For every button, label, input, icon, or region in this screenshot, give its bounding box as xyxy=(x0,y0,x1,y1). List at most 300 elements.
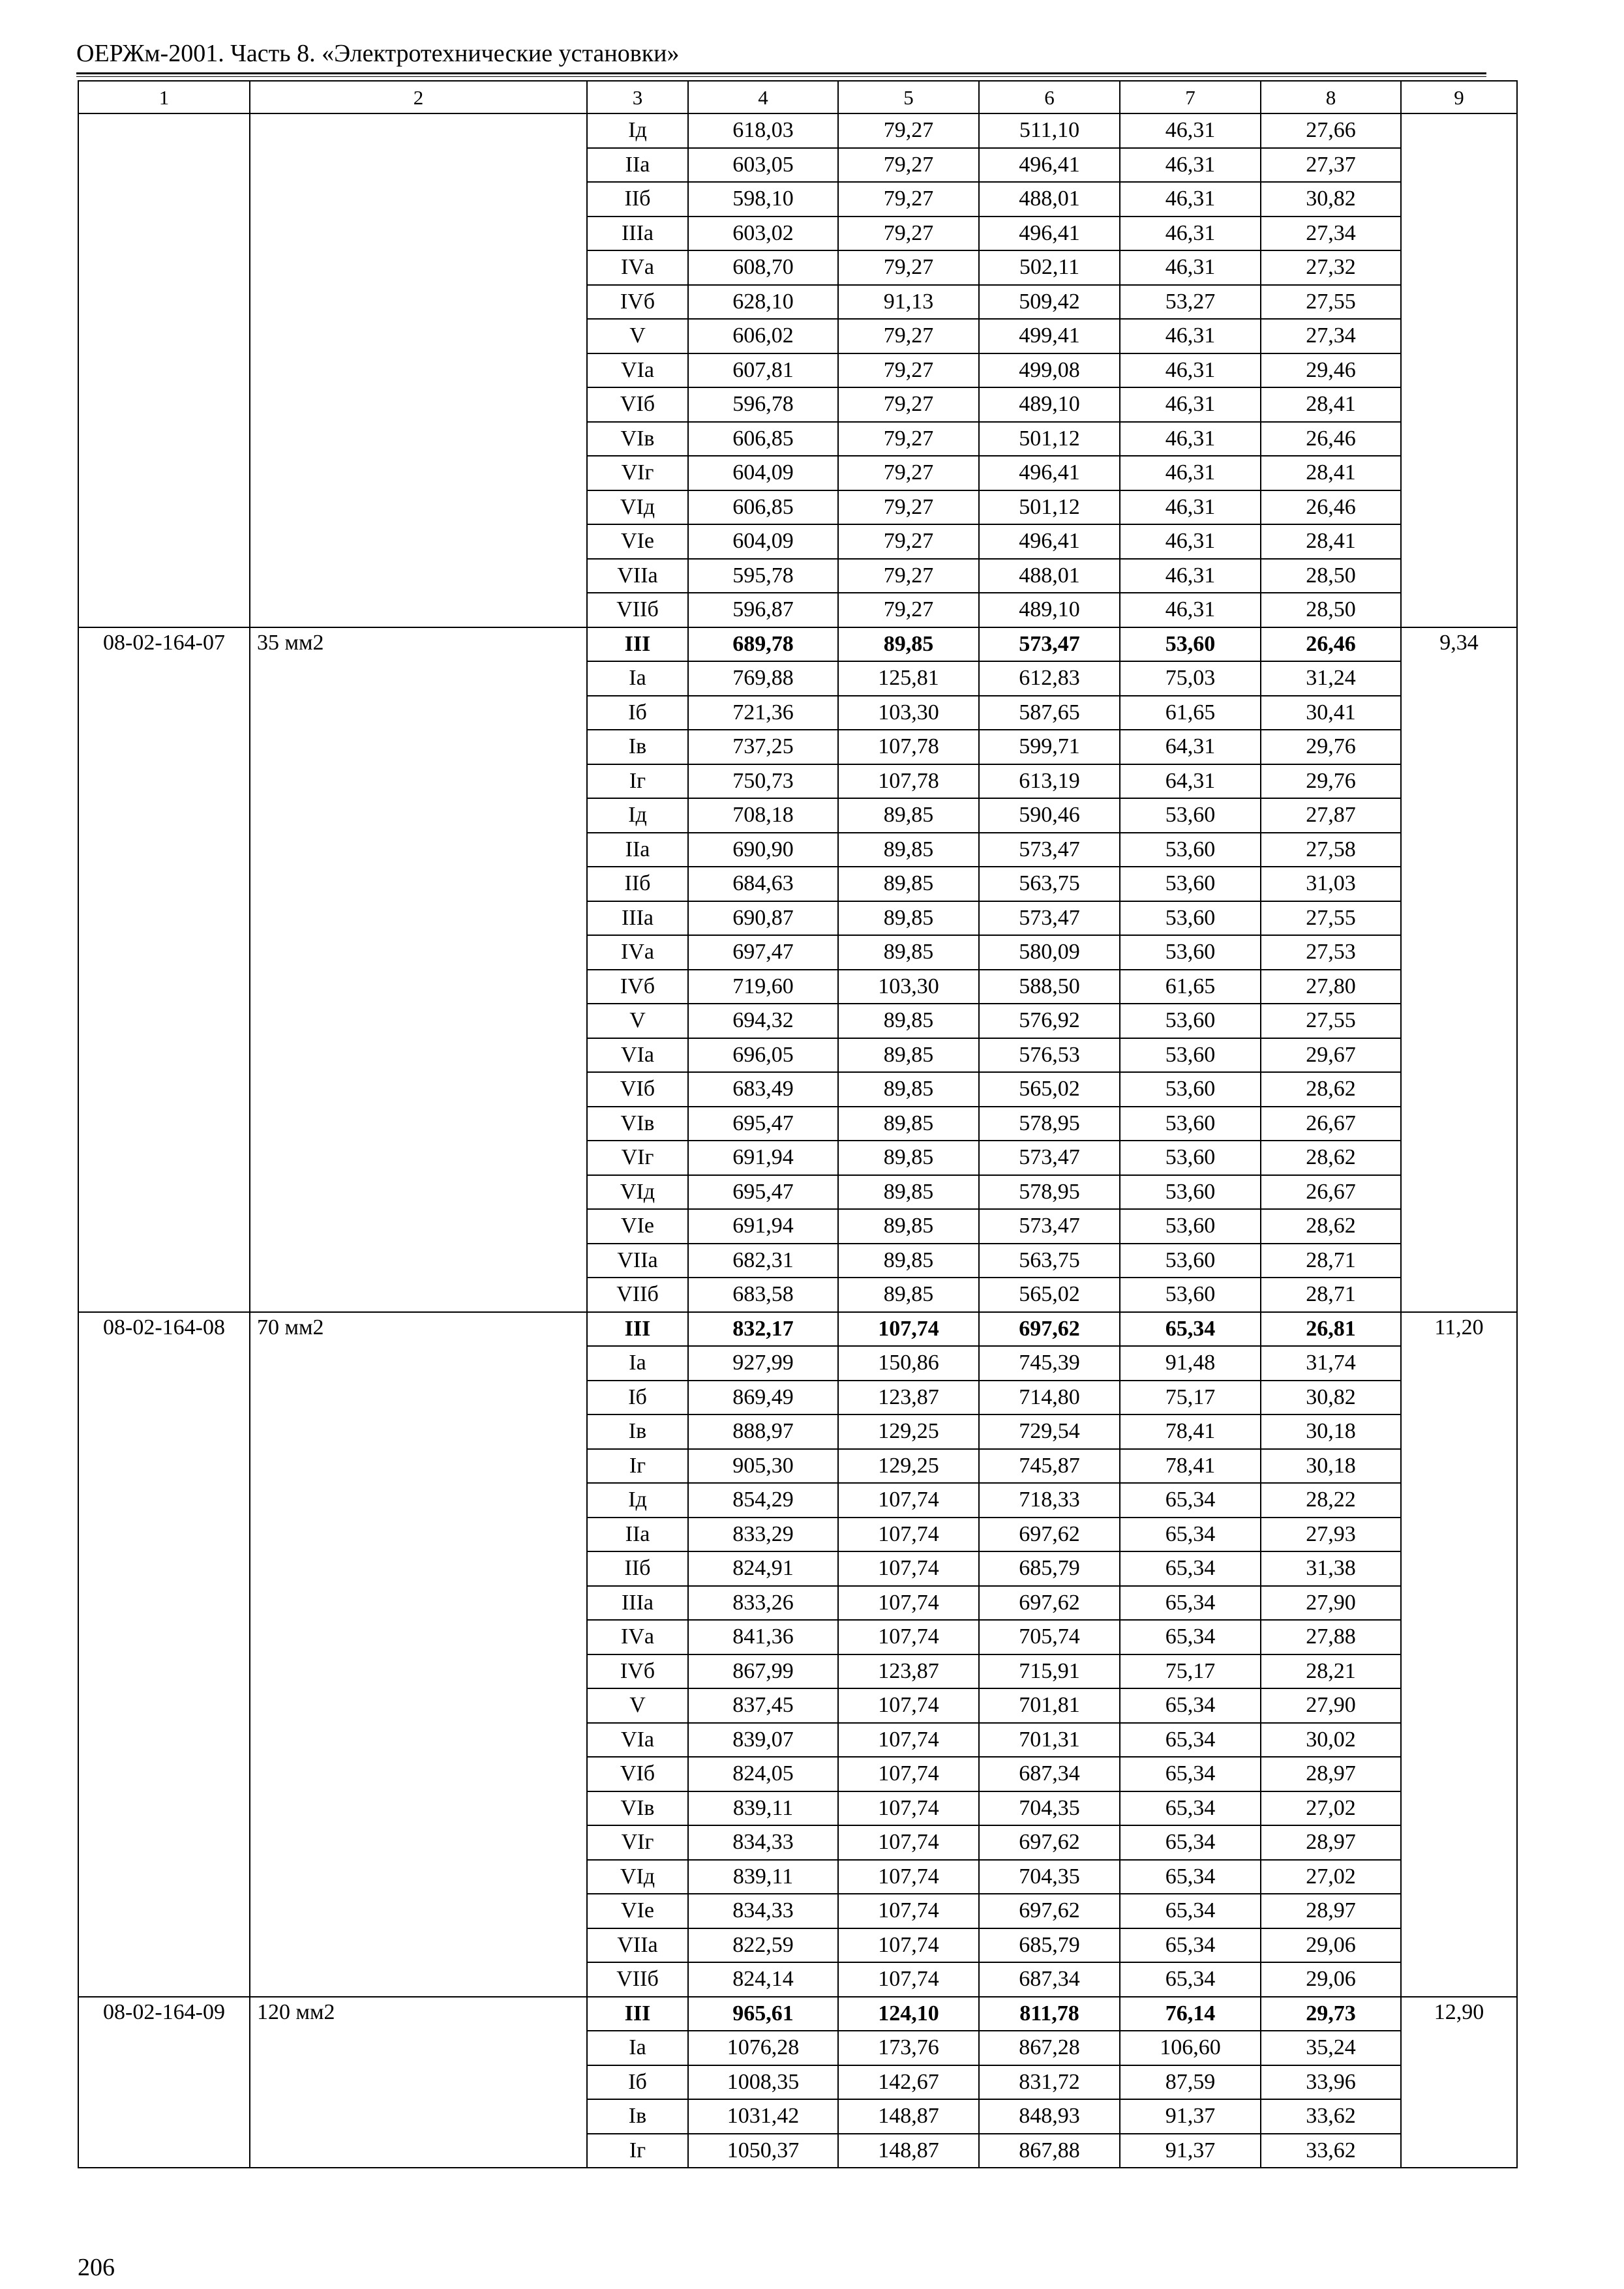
zone-cell: VIб xyxy=(587,1072,688,1107)
table-row xyxy=(78,113,1517,148)
total-cost-cell: 965,61 xyxy=(688,1997,838,2031)
machine-cost-cell: 573,47 xyxy=(979,833,1120,867)
materials-cell: 29,46 xyxy=(1261,353,1401,388)
machine-cost-cell: 580,09 xyxy=(979,935,1120,970)
wages-cell: 107,74 xyxy=(838,1894,979,1928)
total-cost-cell: 750,73 xyxy=(688,764,838,799)
zone-cell: VIв xyxy=(587,1107,688,1141)
wages-cell: 124,10 xyxy=(838,1997,979,2031)
zone-cell: Iг xyxy=(587,764,688,799)
materials-cell: 29,76 xyxy=(1261,764,1401,799)
zone-cell: IVб xyxy=(587,970,688,1004)
total-cost-cell: 695,47 xyxy=(688,1107,838,1141)
total-cost-cell: 596,87 xyxy=(688,593,838,627)
zone-cell: VIа xyxy=(587,1723,688,1758)
machine-cost-cell: 496,41 xyxy=(979,456,1120,490)
machinist-wages-cell: 65,34 xyxy=(1120,1518,1261,1552)
machinist-wages-cell: 87,59 xyxy=(1120,2065,1261,2100)
item-code xyxy=(78,113,250,627)
wages-cell: 89,85 xyxy=(838,1038,979,1073)
item-code: 08-02-164-08 xyxy=(78,1312,250,1997)
machinist-wages-cell: 53,60 xyxy=(1120,798,1261,833)
zone-cell: Iв xyxy=(587,2099,688,2134)
wages-cell: 89,85 xyxy=(838,867,979,901)
column-number: 4 xyxy=(688,81,838,113)
zone-cell: Iд xyxy=(587,113,688,148)
machine-cost-cell: 489,10 xyxy=(979,387,1120,422)
wages-cell: 107,74 xyxy=(838,1928,979,1963)
total-cost-cell: 834,33 xyxy=(688,1825,838,1860)
materials-cell: 27,90 xyxy=(1261,1688,1401,1723)
machinist-wages-cell: 61,65 xyxy=(1120,970,1261,1004)
machinist-wages-cell: 53,60 xyxy=(1120,1141,1261,1175)
total-cost-cell: 690,87 xyxy=(688,901,838,936)
machinist-wages-cell: 53,60 xyxy=(1120,1072,1261,1107)
materials-cell: 26,81 xyxy=(1261,1312,1401,1347)
zone-cell: VIIа xyxy=(587,1928,688,1963)
zone-cell: VIг xyxy=(587,1825,688,1860)
materials-cell: 27,32 xyxy=(1261,250,1401,285)
total-cost-cell: 604,09 xyxy=(688,456,838,490)
total-cost-cell: 596,78 xyxy=(688,387,838,422)
machine-cost-cell: 565,02 xyxy=(979,1278,1120,1312)
total-cost-cell: 606,85 xyxy=(688,490,838,525)
total-cost-cell: 721,36 xyxy=(688,696,838,730)
zone-cell: IIб xyxy=(587,1551,688,1586)
total-cost-cell: 833,29 xyxy=(688,1518,838,1552)
machinist-wages-cell: 53,27 xyxy=(1120,285,1261,320)
zone-cell: IIа xyxy=(587,148,688,183)
machinist-wages-cell: 65,34 xyxy=(1120,1860,1261,1894)
machinist-wages-cell: 91,37 xyxy=(1120,2099,1261,2134)
zone-cell: IIIа xyxy=(587,1586,688,1621)
zone-cell: V xyxy=(587,1688,688,1723)
machinist-wages-cell: 65,34 xyxy=(1120,1620,1261,1654)
machinist-wages-cell: 75,03 xyxy=(1120,661,1261,696)
wages-cell: 107,74 xyxy=(838,1860,979,1894)
machinist-wages-cell: 46,31 xyxy=(1120,387,1261,422)
wages-cell: 103,30 xyxy=(838,696,979,730)
machinist-wages-cell: 65,34 xyxy=(1120,1586,1261,1621)
wages-cell: 107,74 xyxy=(838,1586,979,1621)
materials-cell: 28,50 xyxy=(1261,593,1401,627)
wages-cell: 89,85 xyxy=(838,1072,979,1107)
column-number: 2 xyxy=(250,81,587,113)
machinist-wages-cell: 65,34 xyxy=(1120,1312,1261,1347)
wages-cell: 173,76 xyxy=(838,2031,979,2065)
wages-cell: 123,87 xyxy=(838,1381,979,1415)
machine-cost-cell: 590,46 xyxy=(979,798,1120,833)
machinist-wages-cell: 65,34 xyxy=(1120,1894,1261,1928)
wages-cell: 123,87 xyxy=(838,1654,979,1689)
total-cost-cell: 608,70 xyxy=(688,250,838,285)
wages-cell: 107,74 xyxy=(838,1757,979,1791)
zone-cell: VIIа xyxy=(587,1244,688,1278)
total-cost-cell: 598,10 xyxy=(688,182,838,217)
wages-cell: 107,74 xyxy=(838,1825,979,1860)
machine-cost-cell: 496,41 xyxy=(979,524,1120,559)
rates-table xyxy=(78,80,1518,2168)
machinist-wages-cell: 61,65 xyxy=(1120,696,1261,730)
materials-cell: 27,66 xyxy=(1261,113,1401,148)
total-cost-cell: 695,47 xyxy=(688,1175,838,1210)
machine-cost-cell: 704,35 xyxy=(979,1860,1120,1894)
total-cost-cell: 603,05 xyxy=(688,148,838,183)
zone-cell: Iа xyxy=(587,661,688,696)
total-cost-cell: 841,36 xyxy=(688,1620,838,1654)
item-name: 70 мм2 xyxy=(250,1312,587,1997)
machinist-wages-cell: 53,60 xyxy=(1120,1038,1261,1073)
column-number: 5 xyxy=(838,81,979,113)
machine-cost-cell: 496,41 xyxy=(979,217,1120,251)
machinist-wages-cell: 65,34 xyxy=(1120,1825,1261,1860)
materials-cell: 27,55 xyxy=(1261,1004,1401,1038)
machinist-wages-cell: 75,17 xyxy=(1120,1654,1261,1689)
wages-cell: 107,74 xyxy=(838,1791,979,1826)
machinist-wages-cell: 46,31 xyxy=(1120,250,1261,285)
zone-cell: VIIб xyxy=(587,1278,688,1312)
total-cost-cell: 824,14 xyxy=(688,1962,838,1997)
column-number: 8 xyxy=(1261,81,1401,113)
machine-cost-cell: 563,75 xyxy=(979,1244,1120,1278)
header-rule-thin xyxy=(76,76,1486,77)
zone-cell: VIе xyxy=(587,1209,688,1244)
column-number-row xyxy=(78,81,1517,113)
column-number: 1 xyxy=(78,81,250,113)
total-cost-cell: 595,78 xyxy=(688,559,838,593)
total-cost-cell: 606,02 xyxy=(688,319,838,353)
materials-cell: 30,02 xyxy=(1261,1723,1401,1758)
wages-cell: 89,85 xyxy=(838,935,979,970)
machine-cost-cell: 587,65 xyxy=(979,696,1120,730)
machinist-wages-cell: 46,31 xyxy=(1120,148,1261,183)
materials-cell: 28,41 xyxy=(1261,524,1401,559)
labor-cost-cell: 9,34 xyxy=(1401,627,1517,1312)
materials-cell: 27,80 xyxy=(1261,970,1401,1004)
column-number: 3 xyxy=(587,81,688,113)
machine-cost-cell: 499,08 xyxy=(979,353,1120,388)
materials-cell: 28,97 xyxy=(1261,1894,1401,1928)
machinist-wages-cell: 46,31 xyxy=(1120,593,1261,627)
wages-cell: 91,13 xyxy=(838,285,979,320)
machine-cost-cell: 576,92 xyxy=(979,1004,1120,1038)
materials-cell: 28,62 xyxy=(1261,1072,1401,1107)
machine-cost-cell: 697,62 xyxy=(979,1518,1120,1552)
machine-cost-cell: 573,47 xyxy=(979,1141,1120,1175)
wages-cell: 107,74 xyxy=(838,1312,979,1347)
zone-cell: V xyxy=(587,1004,688,1038)
total-cost-cell: 683,49 xyxy=(688,1072,838,1107)
zone-cell: VIб xyxy=(587,387,688,422)
machinist-wages-cell: 78,41 xyxy=(1120,1414,1261,1449)
zone-cell: VIг xyxy=(587,456,688,490)
machinist-wages-cell: 53,60 xyxy=(1120,1278,1261,1312)
total-cost-cell: 905,30 xyxy=(688,1449,838,1484)
column-number: 7 xyxy=(1120,81,1261,113)
total-cost-cell: 690,90 xyxy=(688,833,838,867)
machinist-wages-cell: 65,34 xyxy=(1120,1757,1261,1791)
machinist-wages-cell: 65,34 xyxy=(1120,1723,1261,1758)
zone-cell: Iд xyxy=(587,1483,688,1518)
wages-cell: 79,27 xyxy=(838,148,979,183)
wages-cell: 129,25 xyxy=(838,1414,979,1449)
machine-cost-cell: 715,91 xyxy=(979,1654,1120,1689)
wages-cell: 89,85 xyxy=(838,901,979,936)
machine-cost-cell: 745,87 xyxy=(979,1449,1120,1484)
machine-cost-cell: 573,47 xyxy=(979,901,1120,936)
column-number: 6 xyxy=(979,81,1120,113)
machine-cost-cell: 489,10 xyxy=(979,593,1120,627)
total-cost-cell: 832,17 xyxy=(688,1312,838,1347)
machinist-wages-cell: 53,60 xyxy=(1120,1107,1261,1141)
labor-cost-cell: 12,90 xyxy=(1401,1997,1517,2168)
machine-cost-cell: 867,28 xyxy=(979,2031,1120,2065)
machine-cost-cell: 509,42 xyxy=(979,285,1120,320)
total-cost-cell: 737,25 xyxy=(688,730,838,764)
machinist-wages-cell: 64,31 xyxy=(1120,764,1261,799)
total-cost-cell: 867,99 xyxy=(688,1654,838,1689)
machinist-wages-cell: 76,14 xyxy=(1120,1997,1261,2031)
wages-cell: 89,85 xyxy=(838,1175,979,1210)
zone-cell: III xyxy=(587,627,688,662)
zone-cell: VIIб xyxy=(587,593,688,627)
zone-cell: III xyxy=(587,1312,688,1347)
wages-cell: 103,30 xyxy=(838,970,979,1004)
wages-cell: 89,85 xyxy=(838,833,979,867)
machine-cost-cell: 848,93 xyxy=(979,2099,1120,2134)
machine-cost-cell: 718,33 xyxy=(979,1483,1120,1518)
machinist-wages-cell: 53,60 xyxy=(1120,867,1261,901)
machinist-wages-cell: 65,34 xyxy=(1120,1483,1261,1518)
total-cost-cell: 628,10 xyxy=(688,285,838,320)
machine-cost-cell: 612,83 xyxy=(979,661,1120,696)
zone-cell: VIд xyxy=(587,490,688,525)
materials-cell: 30,18 xyxy=(1261,1449,1401,1484)
machine-cost-cell: 687,34 xyxy=(979,1757,1120,1791)
materials-cell: 28,41 xyxy=(1261,387,1401,422)
wages-cell: 79,27 xyxy=(838,217,979,251)
machinist-wages-cell: 46,31 xyxy=(1120,456,1261,490)
total-cost-cell: 606,85 xyxy=(688,422,838,456)
total-cost-cell: 682,31 xyxy=(688,1244,838,1278)
zone-cell: III xyxy=(587,1997,688,2031)
total-cost-cell: 837,45 xyxy=(688,1688,838,1723)
total-cost-cell: 708,18 xyxy=(688,798,838,833)
total-cost-cell: 1050,37 xyxy=(688,2134,838,2168)
page-header-title: ОЕРЖм-2001. Часть 8. «Электротехнические установки» xyxy=(76,40,680,67)
materials-cell: 31,38 xyxy=(1261,1551,1401,1586)
table-row xyxy=(78,1997,1517,2031)
table-row xyxy=(78,1312,1517,1347)
wages-cell: 89,85 xyxy=(838,1278,979,1312)
materials-cell: 31,24 xyxy=(1261,661,1401,696)
total-cost-cell: 603,02 xyxy=(688,217,838,251)
zone-cell: Iб xyxy=(587,1381,688,1415)
wages-cell: 79,27 xyxy=(838,319,979,353)
machine-cost-cell: 501,12 xyxy=(979,422,1120,456)
machinist-wages-cell: 53,60 xyxy=(1120,1175,1261,1210)
materials-cell: 29,76 xyxy=(1261,730,1401,764)
total-cost-cell: 822,59 xyxy=(688,1928,838,1963)
zone-cell: IVа xyxy=(587,935,688,970)
materials-cell: 27,88 xyxy=(1261,1620,1401,1654)
machine-cost-cell: 811,78 xyxy=(979,1997,1120,2031)
machine-cost-cell: 687,34 xyxy=(979,1962,1120,1997)
wages-cell: 79,27 xyxy=(838,250,979,285)
wages-cell: 89,85 xyxy=(838,1004,979,1038)
machinist-wages-cell: 46,31 xyxy=(1120,524,1261,559)
wages-cell: 89,85 xyxy=(838,1209,979,1244)
materials-cell: 27,34 xyxy=(1261,319,1401,353)
machine-cost-cell: 697,62 xyxy=(979,1894,1120,1928)
machinist-wages-cell: 65,34 xyxy=(1120,1928,1261,1963)
machinist-wages-cell: 78,41 xyxy=(1120,1449,1261,1484)
zone-cell: V xyxy=(587,319,688,353)
zone-cell: VIIб xyxy=(587,1962,688,1997)
zone-cell: Iа xyxy=(587,1346,688,1381)
wages-cell: 89,85 xyxy=(838,627,979,662)
total-cost-cell: 824,05 xyxy=(688,1757,838,1791)
zone-cell: IIIа xyxy=(587,901,688,936)
machine-cost-cell: 697,62 xyxy=(979,1312,1120,1347)
materials-cell: 27,02 xyxy=(1261,1860,1401,1894)
item-name: 120 мм2 xyxy=(250,1997,587,2168)
materials-cell: 27,55 xyxy=(1261,285,1401,320)
machine-cost-cell: 705,74 xyxy=(979,1620,1120,1654)
machine-cost-cell: 714,80 xyxy=(979,1381,1120,1415)
wages-cell: 107,74 xyxy=(838,1483,979,1518)
machinist-wages-cell: 46,31 xyxy=(1120,559,1261,593)
materials-cell: 27,02 xyxy=(1261,1791,1401,1826)
zone-cell: IIа xyxy=(587,1518,688,1552)
materials-cell: 27,37 xyxy=(1261,148,1401,183)
zone-cell: Iд xyxy=(587,798,688,833)
materials-cell: 26,67 xyxy=(1261,1175,1401,1210)
wages-cell: 79,27 xyxy=(838,559,979,593)
machine-cost-cell: 729,54 xyxy=(979,1414,1120,1449)
materials-cell: 29,67 xyxy=(1261,1038,1401,1073)
materials-cell: 33,62 xyxy=(1261,2134,1401,2168)
machine-cost-cell: 867,88 xyxy=(979,2134,1120,2168)
materials-cell: 28,41 xyxy=(1261,456,1401,490)
machine-cost-cell: 831,72 xyxy=(979,2065,1120,2100)
machinist-wages-cell: 53,60 xyxy=(1120,1004,1261,1038)
machine-cost-cell: 704,35 xyxy=(979,1791,1120,1826)
machine-cost-cell: 499,41 xyxy=(979,319,1120,353)
labor-cost-cell: 11,20 xyxy=(1401,1312,1517,1997)
machinist-wages-cell: 65,34 xyxy=(1120,1688,1261,1723)
zone-cell: IIа xyxy=(587,833,688,867)
materials-cell: 28,21 xyxy=(1261,1654,1401,1689)
total-cost-cell: 691,94 xyxy=(688,1141,838,1175)
wages-cell: 129,25 xyxy=(838,1449,979,1484)
machine-cost-cell: 599,71 xyxy=(979,730,1120,764)
wages-cell: 107,78 xyxy=(838,764,979,799)
machinist-wages-cell: 53,60 xyxy=(1120,627,1261,662)
total-cost-cell: 696,05 xyxy=(688,1038,838,1073)
wages-cell: 79,27 xyxy=(838,353,979,388)
wages-cell: 107,78 xyxy=(838,730,979,764)
materials-cell: 30,41 xyxy=(1261,696,1401,730)
zone-cell: IIIа xyxy=(587,217,688,251)
total-cost-cell: 1031,42 xyxy=(688,2099,838,2134)
zone-cell: Iг xyxy=(587,1449,688,1484)
wages-cell: 142,67 xyxy=(838,2065,979,2100)
wages-cell: 107,74 xyxy=(838,1723,979,1758)
wages-cell: 107,74 xyxy=(838,1518,979,1552)
machine-cost-cell: 502,11 xyxy=(979,250,1120,285)
materials-cell: 26,46 xyxy=(1261,490,1401,525)
materials-cell: 28,62 xyxy=(1261,1141,1401,1175)
machine-cost-cell: 496,41 xyxy=(979,148,1120,183)
machine-cost-cell: 488,01 xyxy=(979,559,1120,593)
wages-cell: 148,87 xyxy=(838,2134,979,2168)
zone-cell: IVб xyxy=(587,285,688,320)
machinist-wages-cell: 46,31 xyxy=(1120,353,1261,388)
header-rule xyxy=(76,72,1486,74)
machinist-wages-cell: 53,60 xyxy=(1120,1209,1261,1244)
total-cost-cell: 697,47 xyxy=(688,935,838,970)
total-cost-cell: 683,58 xyxy=(688,1278,838,1312)
wages-cell: 150,86 xyxy=(838,1346,979,1381)
total-cost-cell: 824,91 xyxy=(688,1551,838,1586)
total-cost-cell: 684,63 xyxy=(688,867,838,901)
wages-cell: 107,74 xyxy=(838,1962,979,1997)
materials-cell: 29,73 xyxy=(1261,1997,1401,2031)
wages-cell: 79,27 xyxy=(838,387,979,422)
item-name: 35 мм2 xyxy=(250,627,587,1312)
materials-cell: 26,46 xyxy=(1261,627,1401,662)
materials-cell: 28,50 xyxy=(1261,559,1401,593)
materials-cell: 31,03 xyxy=(1261,867,1401,901)
materials-cell: 27,58 xyxy=(1261,833,1401,867)
machine-cost-cell: 613,19 xyxy=(979,764,1120,799)
wages-cell: 79,27 xyxy=(838,490,979,525)
zone-cell: VIв xyxy=(587,1791,688,1826)
machine-cost-cell: 488,01 xyxy=(979,182,1120,217)
wages-cell: 89,85 xyxy=(838,1107,979,1141)
total-cost-cell: 839,11 xyxy=(688,1791,838,1826)
zone-cell: VIа xyxy=(587,353,688,388)
total-cost-cell: 719,60 xyxy=(688,970,838,1004)
column-number: 9 xyxy=(1401,81,1517,113)
materials-cell: 26,46 xyxy=(1261,422,1401,456)
materials-cell: 27,90 xyxy=(1261,1586,1401,1621)
machinist-wages-cell: 106,60 xyxy=(1120,2031,1261,2065)
zone-cell: IVа xyxy=(587,1620,688,1654)
total-cost-cell: 1008,35 xyxy=(688,2065,838,2100)
total-cost-cell: 834,33 xyxy=(688,1894,838,1928)
machinist-wages-cell: 53,60 xyxy=(1120,1244,1261,1278)
materials-cell: 28,97 xyxy=(1261,1757,1401,1791)
zone-cell: IVа xyxy=(587,250,688,285)
item-name xyxy=(250,113,587,627)
total-cost-cell: 689,78 xyxy=(688,627,838,662)
zone-cell: Iг xyxy=(587,2134,688,2168)
materials-cell: 33,62 xyxy=(1261,2099,1401,2134)
labor-cost-cell xyxy=(1401,113,1517,627)
machine-cost-cell: 701,81 xyxy=(979,1688,1120,1723)
materials-cell: 28,71 xyxy=(1261,1244,1401,1278)
machine-cost-cell: 745,39 xyxy=(979,1346,1120,1381)
machinist-wages-cell: 65,34 xyxy=(1120,1791,1261,1826)
zone-cell: IIб xyxy=(587,182,688,217)
total-cost-cell: 769,88 xyxy=(688,661,838,696)
zone-cell: VIв xyxy=(587,422,688,456)
materials-cell: 26,67 xyxy=(1261,1107,1401,1141)
machinist-wages-cell: 65,34 xyxy=(1120,1962,1261,1997)
machine-cost-cell: 573,47 xyxy=(979,627,1120,662)
